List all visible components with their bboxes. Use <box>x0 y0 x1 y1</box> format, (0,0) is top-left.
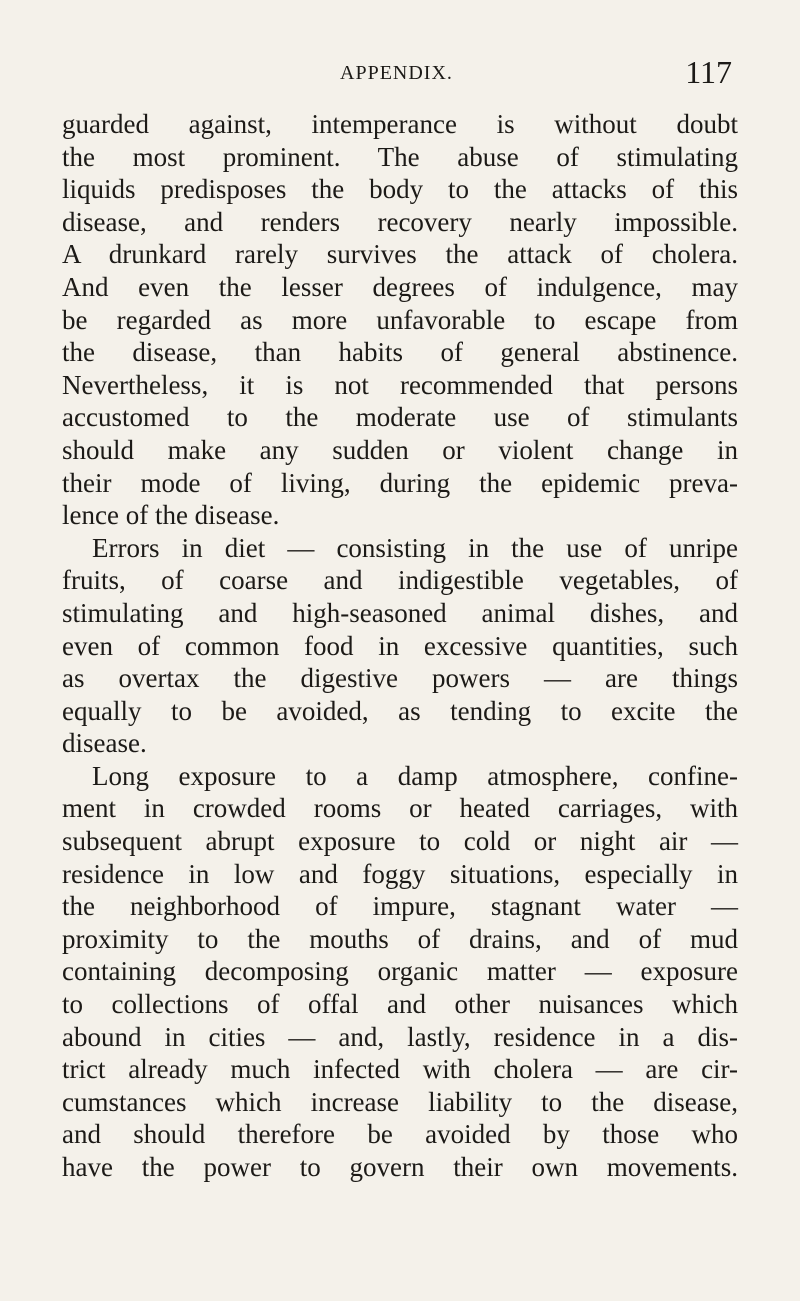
text-line: disease. <box>62 728 147 759</box>
page-number: 117 <box>685 54 732 90</box>
text-line: be regarded as more unfavorable to escape from <box>62 304 738 335</box>
text-line: Nevertheless, it is not recommended that persons <box>62 369 738 400</box>
text-line: as overtax the digestive powers — are things <box>62 663 738 694</box>
text-line: disease, and renders recovery nearly impossible. <box>62 206 738 237</box>
text-line: residence in low and foggy situations, especially in <box>62 858 738 889</box>
text-line: containing decomposing organic matter — exposure <box>62 956 738 987</box>
text-line: proximity to the mouths of drains, and of mud <box>62 923 738 954</box>
text-line: stimulating and high-seasoned animal dishes, and <box>62 597 738 628</box>
text-line: cumstances which increase liability to the disease, <box>62 1086 738 1117</box>
text-line: Long exposure to a damp atmosphere, confine- <box>92 760 738 791</box>
text-line: have the power to govern their own movements. <box>62 1152 738 1182</box>
text-line: And even the lesser degrees of indulgence, may <box>62 271 738 302</box>
text-line: should make any sudden or violent change in <box>62 434 738 465</box>
text-line: abound in cities — and, lastly, residence in a dis- <box>62 1021 738 1052</box>
text-line: trict already much infected with cholera — are cir- <box>62 1054 738 1085</box>
text-line: their mode of living, during the epidemic preva- <box>62 467 738 498</box>
text-line: and should therefore be avoided by those who <box>62 1119 738 1150</box>
text-line: liquids predisposes the body to the attacks of this <box>62 174 738 205</box>
text-line: the disease, than habits of general abstinence. <box>62 337 738 368</box>
text-line: the most prominent. The abuse of stimulating <box>62 141 738 172</box>
body-text <box>62 108 738 1184</box>
text-line: A drunkard rarely survives the attack of cholera. <box>62 239 738 270</box>
text-line: accustomed to the moderate use of stimulants <box>62 402 738 433</box>
text-line: guarded against, intemperance is without doubt <box>62 109 738 139</box>
text-line: the neighborhood of impure, stagnant water — <box>62 891 738 922</box>
text-line: to collections of offal and other nuisances which <box>62 989 738 1020</box>
text-line: equally to be avoided, as tending to excite the <box>62 695 738 726</box>
text-line: even of common food in excessive quantities, such <box>62 630 738 661</box>
text-line: ment in crowded rooms or heated carriages, with <box>62 793 738 824</box>
text-line: Errors in diet — consisting in the use of unripe <box>92 532 738 563</box>
running-head <box>62 54 732 98</box>
text-line: subsequent abrupt exposure to cold or night air — <box>62 826 738 857</box>
text-line: lence of the disease. <box>62 500 280 531</box>
running-head-title: APPENDIX. <box>340 62 453 84</box>
text-line: fruits, of coarse and indigestible vegetables, of <box>62 565 738 596</box>
